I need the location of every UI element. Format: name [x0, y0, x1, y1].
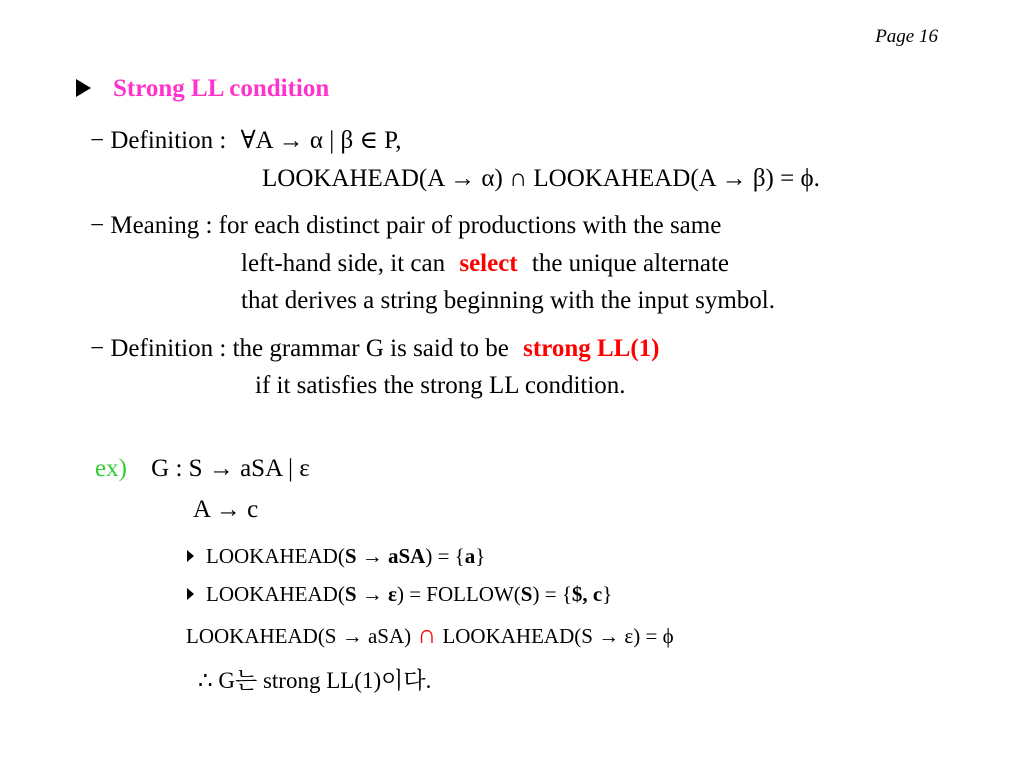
lookahead2-line — [187, 584, 612, 605]
definition1-label: Definition : — [110, 127, 227, 154]
meaning-text1: Meaning : for each distinct pair of productions with the same — [110, 212, 722, 239]
example-line1 — [95, 456, 310, 481]
la2-post: } — [602, 582, 613, 606]
conclusion: ∴ G는 strong LL(1)이다. — [198, 668, 432, 693]
definition2-text1: Definition : the grammar G is said to be — [110, 335, 509, 362]
la2-production: S → ε — [344, 582, 397, 606]
dash: − — [90, 127, 105, 154]
la2-mid2: ) = { — [532, 582, 572, 606]
intersection-symbol: ∩ — [417, 620, 437, 649]
la1-post: } — [475, 544, 486, 568]
la1-production: S → aSA — [344, 544, 426, 568]
la1-set: a — [464, 544, 476, 568]
grammar-line1: G : S → aSA | ε — [151, 455, 310, 482]
example-label: ex) — [95, 455, 127, 482]
small-triangle-bullet-icon — [187, 550, 194, 562]
la2-mid: ) = FOLLOW( — [396, 582, 521, 606]
meaning-line2 — [241, 251, 729, 276]
la1-pre: LOOKAHEAD( — [206, 544, 345, 568]
meaning-text2-pre: left-hand side, it can — [241, 250, 446, 277]
triangle-bullet-icon — [76, 79, 91, 97]
dash: − — [90, 335, 105, 362]
strong-ll1-highlight: strong LL(1) — [523, 335, 660, 362]
title-text: Strong LL condition — [113, 75, 330, 102]
slide-title — [76, 76, 329, 101]
meaning-line1 — [90, 213, 721, 238]
definition1-formula1: ∀A → α | β ∈ P, — [240, 127, 402, 154]
select-highlight: select — [459, 250, 518, 277]
grammar-line2: A → c — [193, 496, 259, 523]
definition2-line1 — [90, 336, 660, 361]
dash: − — [90, 212, 105, 239]
meaning-text2-post: the unique alternate — [531, 250, 730, 277]
definition2-line2: if it satisfies the strong LL condition. — [255, 372, 626, 399]
page-number: Page 16 — [875, 26, 938, 47]
definition1-formula2: LOOKAHEAD(A → α) ∩ LOOKAHEAD(A → β) = ϕ. — [262, 165, 820, 192]
meaning-line3: that derives a string beginning with the input symbol. — [241, 287, 775, 314]
small-triangle-bullet-icon — [187, 588, 194, 600]
la2-set: $, c — [571, 582, 603, 606]
definition1-line1 — [90, 128, 402, 153]
intersection-line — [186, 622, 674, 648]
la1-mid: ) = { — [425, 544, 465, 568]
lookahead1-line — [187, 546, 485, 567]
la2-pre: LOOKAHEAD( — [206, 582, 345, 606]
intersection-right: LOOKAHEAD(S → ε) = ϕ — [442, 624, 674, 648]
intersection-left: LOOKAHEAD(S → aSA) — [186, 624, 412, 648]
la2-follow-symbol: S — [520, 582, 533, 606]
